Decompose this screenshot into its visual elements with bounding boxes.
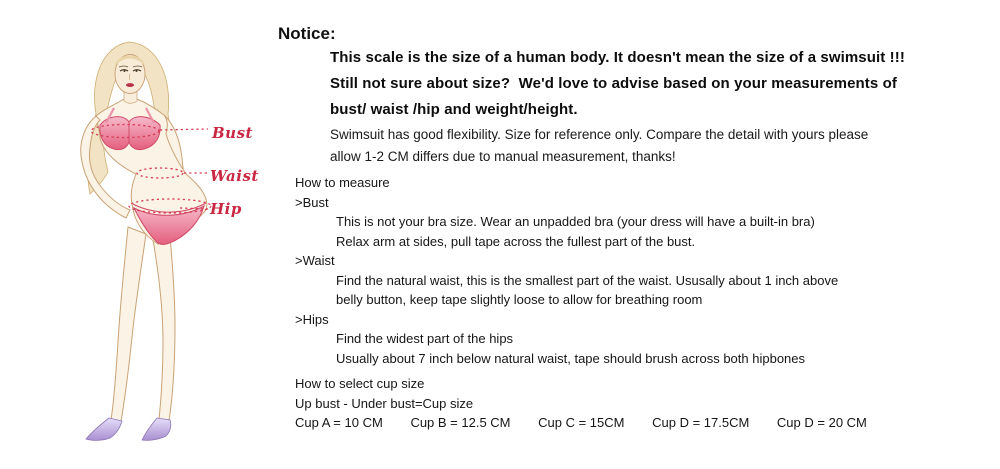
high-heel-shoes (86, 418, 171, 440)
hip-measurement-label: Hip (210, 200, 242, 218)
tolerance-line-1: Swimsuit has good flexibility. Size for reference only. Compare the detail with yours please (330, 127, 869, 142)
how-to-measure-section (295, 173, 838, 368)
hips-instruction-1: Find the widest part of the hips (336, 331, 514, 346)
cup-size-title: How to select cup size (295, 376, 425, 391)
cup-c-value: Cup C = 15CM (538, 415, 625, 430)
waist-instruction-2: belly button, keep tape slightly loose to allow for breathing room (336, 292, 703, 307)
bust-instruction-2: Relax arm at sides, pull tape across the fullest part of the bust. (336, 233, 696, 249)
notice-heading: Notice: (278, 24, 336, 43)
head (115, 55, 145, 94)
cup-size-section (295, 374, 891, 433)
notice-bold-line-3: bust/ waist /hip and weight/height. (330, 101, 578, 118)
waist-instruction-1: Find the natural waist, this is the smallest part of the waist. Ususally about 1 inch above (336, 272, 839, 288)
cup-e-value: Cup D = 20 CM (776, 415, 867, 430)
notice-bold-line-1: This scale is the size of a human body. It doesn't mean the size of a swimsuit !!! (330, 49, 905, 66)
tolerance-line-2: allow 1-2 CM differs due to manual measurement, thanks! (330, 149, 676, 164)
bust-section-label: >Bust (295, 194, 329, 210)
how-to-measure-title: How to measure (295, 175, 390, 190)
hips-instruction-2: Usually about 7 inch below natural waist, tape should brush across both hipbones (336, 350, 806, 366)
bust-instruction-1: This is not your bra size. Wear an unpadded bra (your dress will have a built-in bra) (336, 214, 815, 229)
body-measurement-illustration (30, 22, 260, 442)
hips-section-label: >Hips (295, 311, 329, 327)
cup-size-formula: Up bust - Under bust=Cup size (295, 395, 474, 411)
cup-size-values (295, 413, 891, 433)
notice-bold-line-2: Still not sure about size? We'd love to advise based on your measurements of (330, 75, 897, 92)
notice-bold-paragraph (330, 45, 905, 123)
tolerance-paragraph (330, 124, 868, 168)
cup-d-value: Cup D = 17.5CM (652, 415, 750, 430)
cup-b-value: Cup B = 12.5 CM (410, 415, 511, 430)
waist-measurement-label: Waist (210, 167, 259, 185)
bust-measurement-label: Bust (212, 124, 253, 142)
legs (111, 227, 175, 422)
waist-section-label: >Waist (295, 253, 335, 268)
cup-a-value: Cup A = 10 CM (295, 415, 383, 430)
